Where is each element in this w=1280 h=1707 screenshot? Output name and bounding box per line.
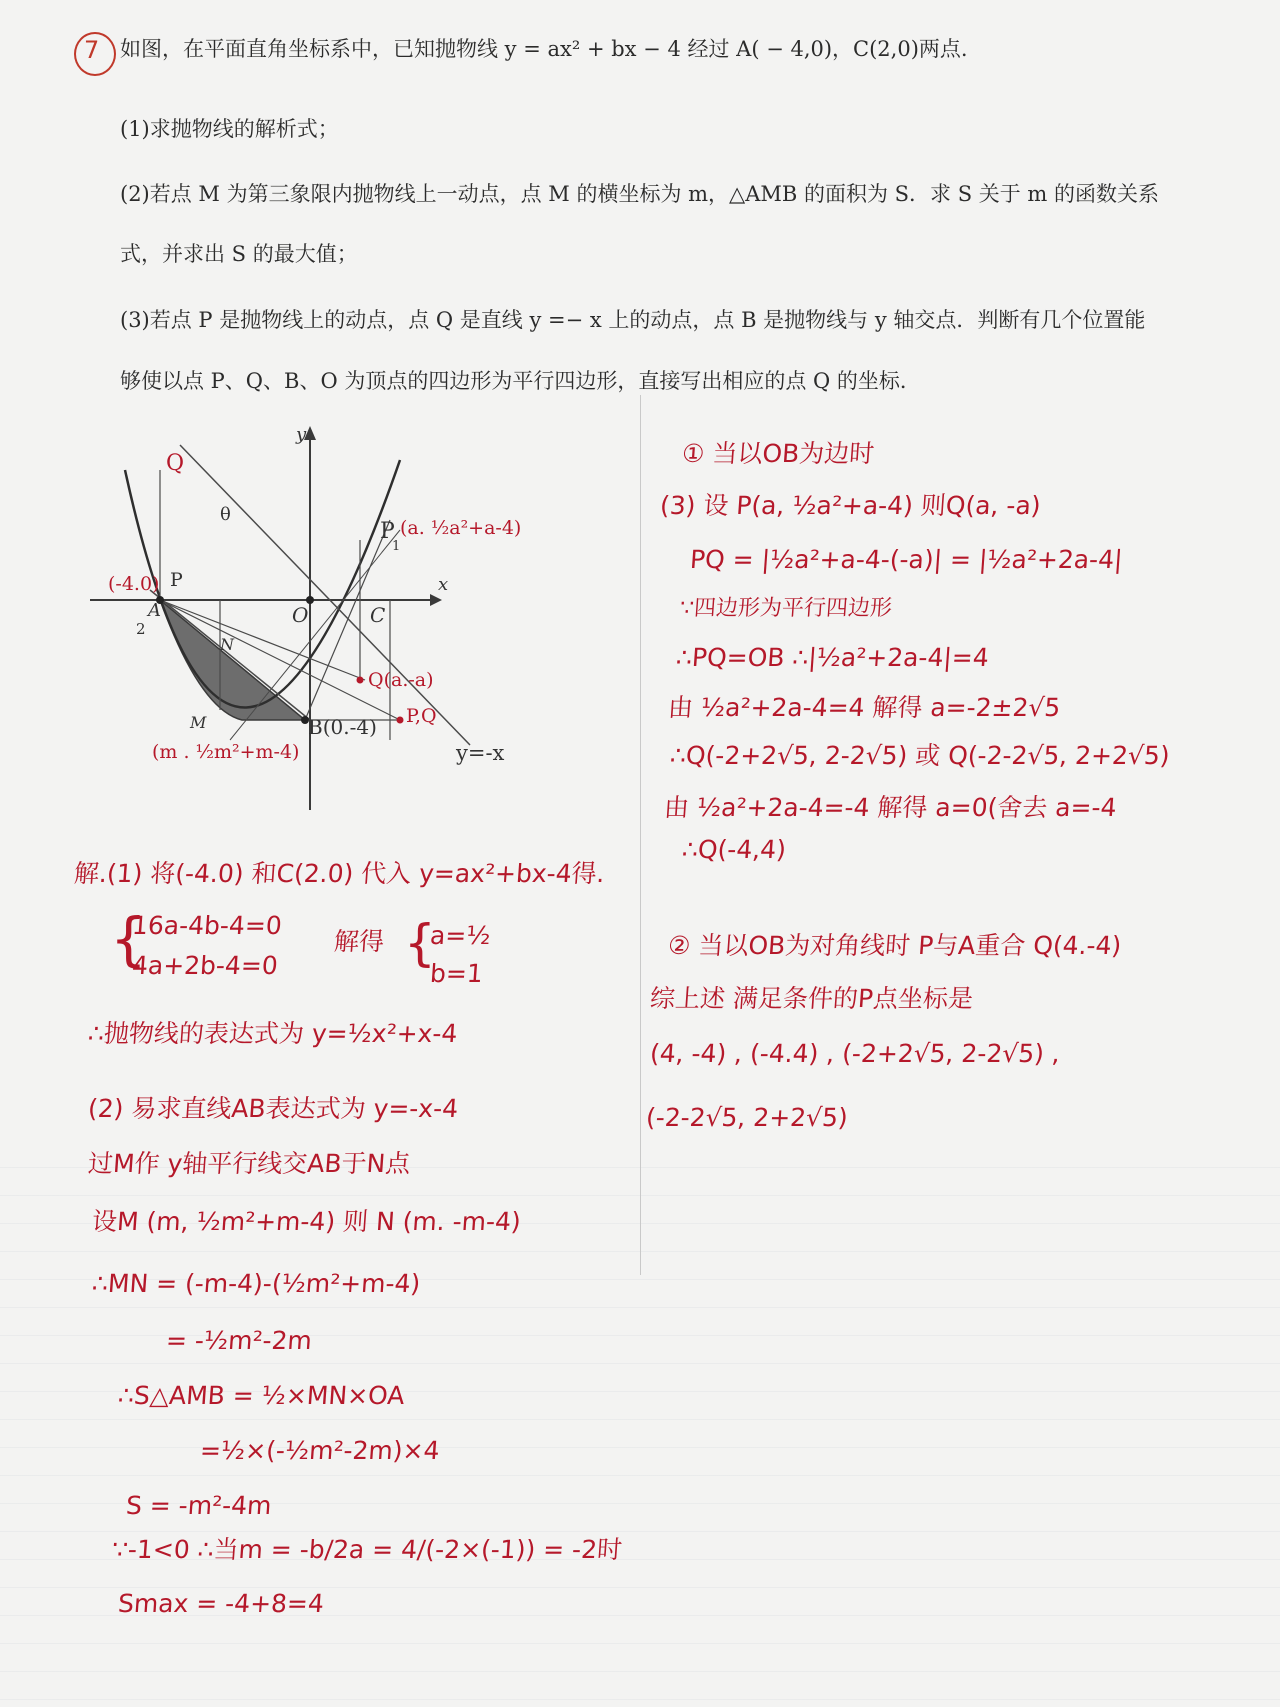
point-p-left-label: P <box>170 569 183 591</box>
question-number: 7 <box>84 36 100 64</box>
sol3-case1-title: ① 当以OB为边时 <box>681 439 876 468</box>
problem-part-2-line-2: 式，并求出 S 的最大值； <box>120 242 358 266</box>
sol-part2-parallel: 过M作 y轴平行线交AB于N点 <box>87 1149 412 1178</box>
sol-system-eq1: 16a-4b-4=0 <box>131 911 283 940</box>
sol3-q-neg4: ∴Q(-4,4) <box>681 835 787 864</box>
sol-part2-mn-1: ∴MN = (-m-4)-(½m²+m-4) <box>91 1269 422 1298</box>
parabola-figure <box>70 410 570 850</box>
origin-label: O <box>292 603 309 627</box>
sol3-q-two: ∴Q(-2+2√5, 2-2√5) 或 Q(-2-2√5, 2+2√5) <box>669 741 1171 770</box>
sol3-solve-1: 由 ½a²+2a-4=4 解得 a=-2±2√5 <box>667 693 1062 722</box>
sol-part2-smax: Smax = -4+8=4 <box>117 1589 325 1618</box>
sol3-answers-2: (-2-2√5, 2+2√5) <box>645 1103 849 1132</box>
point-m-label: M <box>190 713 207 732</box>
sol-solved-word: 解得 <box>333 927 386 956</box>
point-b-coord: B(0.-4) <box>308 715 377 739</box>
column-divider <box>640 395 641 1275</box>
sol3-pq-eq-ob: ∴PQ=OB ∴|½a²+2a-4|=4 <box>675 643 990 672</box>
point-p1-sub: 1 <box>392 539 401 554</box>
line-m-p1 <box>230 530 400 740</box>
sol-part2-set-mn: 设M (m, ½m²+m-4) 则 N (m. -m-4) <box>91 1207 522 1236</box>
sol3-parallelogram: ∵四边形为平行四边形 <box>679 596 893 621</box>
point-c-label: C <box>370 603 386 627</box>
sol3-solve-2: 由 ½a²+2a-4=-4 解得 a=0(舍去 a=-4 <box>663 793 1118 822</box>
point-q-top-label: Q <box>166 451 185 476</box>
point-a-coord: (-4.0) <box>108 573 160 595</box>
problem-part-1: (1)求抛物线的解析式； <box>120 117 339 141</box>
point-m-coord: (m . ½m²+m-4) <box>152 741 300 763</box>
sol-part2-s: S = -m²-4m <box>125 1491 273 1520</box>
sol3-summary: 综上述 满足条件的P点坐标是 <box>649 984 975 1013</box>
problem-part-2-line-1: (2)若点 M 为第三象限内抛物线上一动点，点 M 的横坐标为 m，△AMB 的面积为 S．求 S 关于 m 的函数关系 <box>120 182 1160 206</box>
sol-parabola-expression: ∴抛物线的表达式为 y=½x²+x-4 <box>87 1019 459 1048</box>
point-a-label: A <box>148 600 161 621</box>
point-p1-coord: (a. ½a²+a-4) <box>400 517 522 539</box>
sol-result-b: b=1 <box>429 959 484 988</box>
parabola-curve <box>125 460 400 708</box>
sol-part2-area-1: ∴S△AMB = ½×MN×OA <box>117 1381 406 1410</box>
theta-label: θ <box>220 504 231 525</box>
result-brace: { <box>404 914 436 972</box>
problem-part-3-line-1: (3)若点 P 是抛物线上的动点，点 Q 是直线 y =− x 上的动点，点 B 是抛物线与 y 轴交点．判断有几个位置能 <box>120 308 1146 332</box>
sol-part2-mn-2: = -½m²-2m <box>165 1326 313 1355</box>
x-axis-label: x <box>438 574 449 595</box>
sol3-pq: PQ = |½a²+a-4-(-a)| = |½a²+2a-4| <box>689 545 1124 574</box>
sol3-answers-1: (4, -4) , (-4.4) , (-2+2√5, 2-2√5) , <box>649 1039 1061 1068</box>
sol3-set-p: (3) 设 P(a, ½a²+a-4) 则Q(a, -a) <box>659 491 1042 520</box>
point-n-label: N <box>220 635 234 654</box>
sol-part2-line-ab: (2) 易求直线AB表达式为 y=-x-4 <box>87 1094 460 1123</box>
point-q-mid <box>357 677 364 684</box>
triangle-amb <box>160 600 305 720</box>
sol-result-a: a=½ <box>429 921 492 950</box>
problem-statement: 如图，在平面直角坐标系中，已知抛物线 y = ax² + bx − 4 经过 A( − 4,0)，C(2,0)两点. <box>120 37 968 61</box>
point-q-bottom <box>397 717 404 724</box>
y-axis-label: y <box>296 424 307 445</box>
system-brace: { <box>110 905 147 973</box>
line-y-neg-x-label: y=-x <box>456 741 505 765</box>
problem-part-3-line-2: 够使以点 P、Q、B、O 为顶点的四边形为平行四边形，直接写出相应的点 Q 的坐标． <box>120 369 921 393</box>
x-axis-arrow <box>430 594 442 606</box>
point-q-mid-label: Q(a.-a) <box>368 669 434 691</box>
sol-system-eq2: 4a+2b-4=0 <box>131 951 279 980</box>
sol3-case2: ② 当以OB为对角线时 P与A重合 Q(4.-4) <box>667 931 1123 960</box>
sol-part1-intro: 解.(1) 将(-4.0) 和C(2.0) 代入 y=ax²+bx-4得. <box>73 859 606 888</box>
point-q-bottom-label: P,Q <box>406 705 437 727</box>
sol-part2-vertex: ∵-1<0 ∴当m = -b/2a = 4/(-2×(-1)) = -2时 <box>111 1535 624 1564</box>
sol-part2-area-2: =½×(-½m²-2m)×4 <box>199 1436 441 1465</box>
point-p-left-sub: 2 <box>136 620 146 638</box>
point-p1-label: P <box>380 519 395 544</box>
